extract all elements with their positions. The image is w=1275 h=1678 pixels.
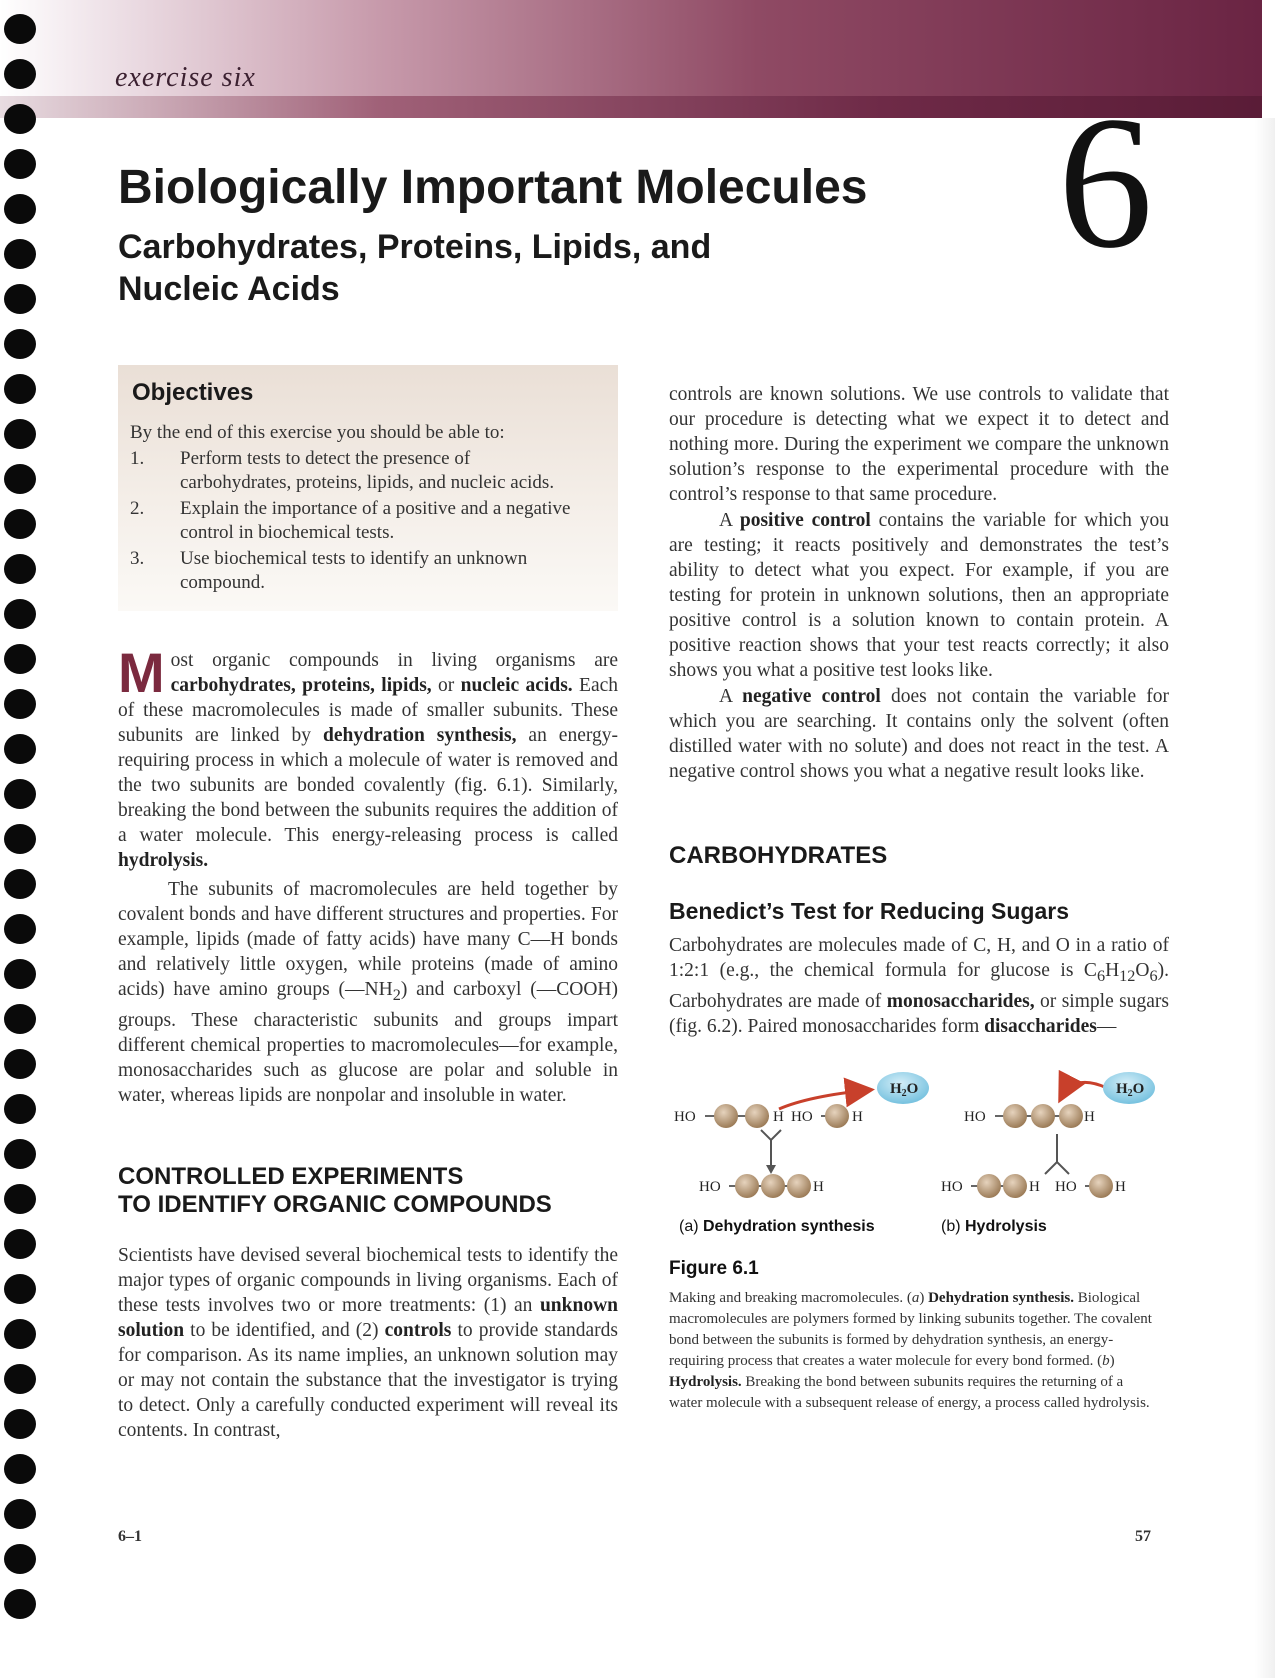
text-run: H (1105, 960, 1120, 981)
subunit-icon (977, 1174, 1001, 1198)
binding-hole (4, 689, 36, 719)
binding-hole (4, 59, 36, 89)
figure-title: Figure 6.1 (669, 1258, 759, 1279)
subunit-icon (735, 1174, 759, 1198)
intro-paragraph-1 (118, 641, 619, 873)
water-label: $H_2O$ (1116, 1081, 1145, 1099)
binding-hole (4, 509, 36, 539)
binding-hole (4, 419, 36, 449)
subunit-icon (1003, 1104, 1027, 1128)
bold-term: negative control (742, 686, 881, 707)
page-number-right: 57 (1135, 1528, 1151, 1545)
subscript: 12 (1119, 966, 1136, 985)
binding-hole (4, 104, 36, 134)
text-run: or simple sugars (fig. 6.2). Paired monosaccharides form (669, 990, 1169, 1037)
bold-term: Hydrolysis. (669, 1374, 742, 1390)
arrow-icon (1061, 1082, 1107, 1098)
carbohydrates-section (669, 842, 1169, 1039)
text-run: ) (1109, 1353, 1115, 1369)
subscript: 6 (1149, 966, 1158, 985)
binding-hole (4, 1319, 36, 1349)
objective-text: Use biochemical tests to identify an unknown compound. (180, 548, 528, 593)
binding-hole (4, 1049, 36, 1079)
h-label: H (1084, 1109, 1095, 1125)
binding-hole (4, 1094, 36, 1124)
controlled-paragraph (118, 1243, 618, 1443)
binding-hole (4, 194, 36, 224)
binding-hole (4, 1544, 36, 1574)
controls-section (669, 382, 1169, 784)
text-run: to provide standards for comparison. As its name implies, an unknown solution may or may not contain the substance that the investigator is trying to detect. Only a carefully conducted experiment will reveal its contents. In contrast, (118, 1320, 618, 1441)
binding-hole (4, 374, 36, 404)
text-run: does not contain the variable for which you are searching. It contains only the solvent (often distilled water with no solute) and does not react in the test. A negative control shows you what a negative result looks like. (669, 686, 1169, 782)
page-number-left: 6–1 (118, 1528, 142, 1545)
h-label: H (813, 1179, 824, 1195)
subunit-icon (1059, 1104, 1083, 1128)
text-run: an energy-requiring process in which a molecule of water is removed and the two subunits are bonded covalently (fig. 6.1). Similarly, breaking the bond between the subunits requires the addition of a water molecule. This energy-releasing process is called (118, 725, 619, 846)
text-run: ) and carboxyl (—COOH) groups. These characteristic subunits and groups impart different chemical properties to macromolecules—for example, monosaccharides such as glucose are polar and soluble in water, whereas lipids are nonpolar and insoluble in water. (118, 979, 618, 1106)
text-run: A (719, 510, 740, 531)
text-run: Making and breaking macromolecules. ( (669, 1290, 912, 1306)
heading-line: TO IDENTIFY ORGANIC COMPOUNDS (118, 1191, 552, 1218)
binding-hole (4, 1499, 36, 1529)
subunit-icon (787, 1174, 811, 1198)
objective-number: 3. (130, 548, 145, 569)
binding-hole (4, 959, 36, 989)
binding-hole (4, 824, 36, 854)
binding-hole (4, 1184, 36, 1214)
ho-label: HO (674, 1109, 696, 1125)
text-run: Biological macromolecules are polymers formed by linking subunits together. The covalent bond between the subunits is formed by dehydration synthesis, an energy-requiring process that creates a water molecule for every bond formed. ( (669, 1290, 1152, 1369)
bold-term: nucleic acids. (460, 675, 573, 696)
bold-term: Dehydration synthesis. (928, 1290, 1074, 1306)
binding-hole (4, 464, 36, 494)
binding-hole (4, 284, 36, 314)
figure-svg (669, 1068, 1189, 1238)
binding-hole (4, 1589, 36, 1619)
bold-term: dehydration synthesis, (322, 725, 517, 746)
positive-control-paragraph (669, 508, 1169, 683)
page-subtitle: Carbohydrates, Proteins, Lipids, and Nucleic Acids (118, 228, 712, 308)
text-run: or (431, 675, 461, 696)
h-label: H (773, 1109, 784, 1125)
arrowhead (766, 1165, 776, 1174)
controls-paragraph-1: controls are known solutions. We use controls to validate that our procedure is detecting what we expect it to detect and nothing more. During the experiment we compare the unknown solution’s response to the experimental procedure with the control’s response to that same procedure. (669, 384, 1169, 505)
subscript: 6 (1096, 966, 1106, 985)
binding-hole (4, 914, 36, 944)
objective-number: 2. (130, 498, 145, 519)
subunit-icon (825, 1104, 849, 1128)
page-title: Biologically Important Molecules (118, 161, 868, 214)
binding-hole (4, 779, 36, 809)
text-run: Scientists have devised several biochemical tests to identify the major types of organic compounds in living organisms. Each of these tests involves two or more treatments: (1) an (118, 1245, 618, 1316)
binding-hole (4, 869, 36, 899)
binding-hole (4, 14, 36, 44)
figure-6-1-diagram (669, 1068, 1189, 1238)
chapter-number: 6 (1058, 78, 1153, 288)
italic-letter: a (911, 1290, 920, 1306)
panel-b-label: (b) Hydrolysis (941, 1218, 1047, 1235)
carbohydrates-paragraph (669, 933, 1169, 1039)
text-run: The subunits of macromolecules are held together by covalent bonds and have different structures and properties. For example, lipids (made of fatty acids) have many C—H bonds and relatively little oxygen, while proteins (made of amino acids) have amino groups (—NH (118, 879, 618, 1000)
text-run: A (719, 686, 743, 707)
subunit-icon (1031, 1104, 1055, 1128)
bold-term: hydrolysis. (118, 850, 209, 871)
bold-term: positive control (739, 510, 871, 531)
text-run: Carbohydrates are molecules made of C, H, and O in a ratio of 1:2:1 (e.g., the chemical formula for glucose is C (669, 935, 1169, 981)
text-run: — (1096, 1015, 1117, 1037)
subscript: 2 (392, 985, 401, 1004)
binding-hole (4, 1364, 36, 1394)
ho-label: HO (791, 1109, 813, 1125)
h-label: H (1115, 1179, 1126, 1195)
bold-term: unknown solution (118, 1295, 618, 1341)
controlled-heading (118, 1163, 618, 1219)
text-run: Breaking the bond between subunits requires the returning of a water molecule with a subsequent release of energy, a process called hydrolysis. (669, 1374, 1150, 1411)
arrow-icon (779, 1090, 869, 1109)
negative-control-paragraph (669, 684, 1169, 784)
binding-hole (4, 599, 36, 629)
split-arrow (1045, 1134, 1069, 1174)
bold-term: carbohydrates, proteins, lipids, (170, 675, 432, 696)
panel-a-label: (a) Dehydration synthesis (679, 1218, 875, 1235)
controlled-section (118, 1163, 618, 1443)
figure-caption (669, 1288, 1159, 1414)
binding-hole (4, 1454, 36, 1484)
ho-label: HO (699, 1179, 721, 1195)
ho-label: HO (1055, 1179, 1077, 1195)
ho-label: HO (941, 1179, 963, 1195)
exercise-label: exercise six (115, 62, 256, 93)
binding-hole (4, 554, 36, 584)
objectives-heading: Objectives (132, 379, 254, 406)
intro-section (118, 641, 619, 1108)
subunit-icon (1003, 1174, 1027, 1198)
text-run: ost organic compounds in living organisms are (170, 650, 618, 671)
subunit-icon (761, 1174, 785, 1198)
subunit-icon (745, 1104, 769, 1128)
objectives-box (118, 365, 618, 611)
italic-letter: b (1102, 1353, 1110, 1369)
objective-text: Perform tests to detect the presence of carbohydrates, proteins, lipids, and nucleic acids. (180, 448, 555, 493)
binding-hole (4, 1004, 36, 1034)
binding-hole (4, 1274, 36, 1304)
binding-hole (4, 1229, 36, 1259)
bold-term: disaccharides (984, 1015, 1097, 1037)
subunit-icon (714, 1104, 738, 1128)
objective-text: Explain the importance of a positive and a negative control in biochemical tests. (180, 498, 571, 543)
water-label: $H_2O$ (890, 1081, 919, 1099)
text-run: to be identified, and (2) (184, 1320, 385, 1341)
text-run: O (1135, 960, 1150, 981)
drop-cap: M (118, 641, 165, 704)
page-edge (1255, 118, 1275, 1678)
text-run: Each of these macromolecules is made of smaller subunits. These subunits are linked by (118, 675, 619, 746)
binding-hole (4, 734, 36, 764)
text-run: ) (919, 1290, 929, 1306)
subunit-icon (1089, 1174, 1113, 1198)
spiral-binding (0, 0, 60, 1651)
h-label: H (1029, 1179, 1040, 1195)
ho-label: HO (964, 1109, 986, 1125)
binding-hole (4, 644, 36, 674)
binding-hole (4, 149, 36, 179)
bold-term: monosaccharides, (886, 990, 1035, 1012)
objectives-intro: By the end of this exercise you should be able to: (130, 422, 505, 443)
binding-hole (4, 1409, 36, 1439)
text-run: contains the variable for which you are testing; it reacts positively and demonstrates the test’s ability to detect what you expect. For example, if you are testing for protein in unknown solutions, then an appropriate positive control is a solution known to contain protein. A positive reaction shows that your test reacts correctly; it also shows you what a positive test looks like. (669, 510, 1170, 681)
binding-hole (4, 239, 36, 269)
binding-hole (4, 329, 36, 359)
intro-paragraph-2 (118, 877, 618, 1108)
heading-line: CONTROLLED EXPERIMENTS (118, 1163, 464, 1190)
objective-number: 1. (130, 448, 145, 469)
text-run: ). Carbohydrates are made of (669, 960, 1169, 1012)
carbohydrates-heading: CARBOHYDRATES (669, 842, 888, 869)
binding-hole (4, 1139, 36, 1169)
benedict-subheading: Benedict’s Test for Reducing Sugars (669, 898, 1070, 924)
h-label: H (852, 1109, 863, 1125)
bold-term: controls (384, 1320, 452, 1341)
